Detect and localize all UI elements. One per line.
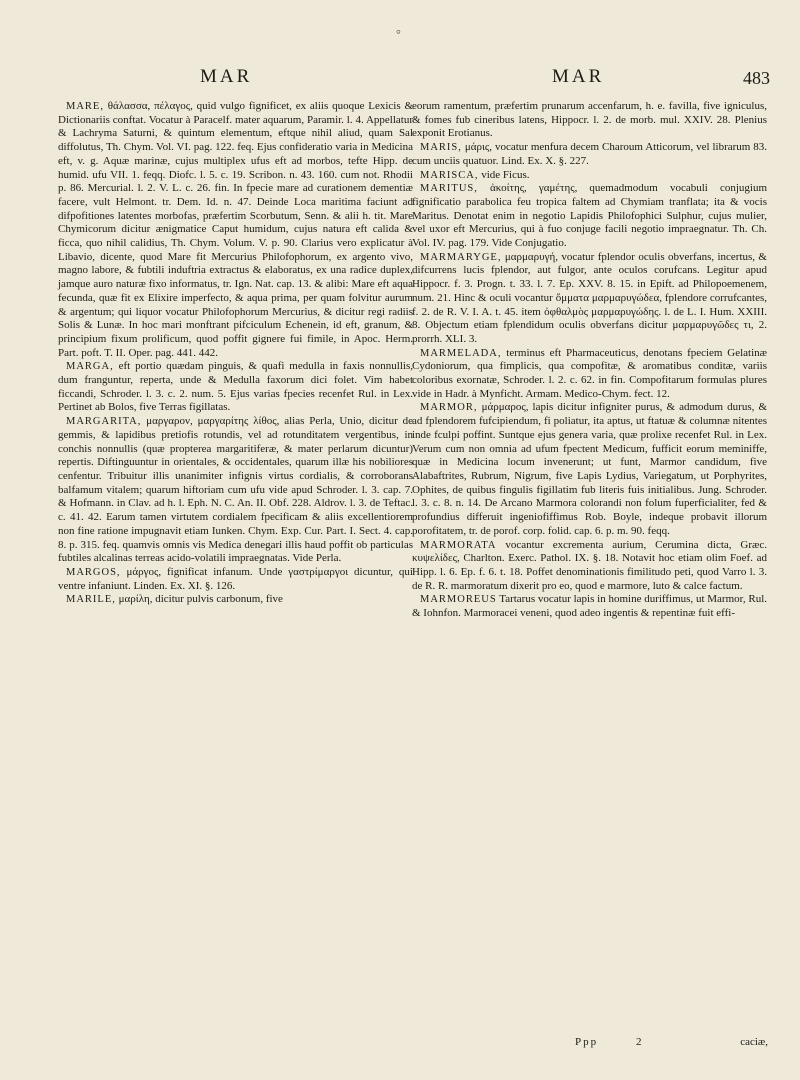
entry-text: μαργαρον, μαργαρίτης λίθος, alias Perla, Unio, dicitur de gemmis, & lapidibus pretiofis rotundis, vel ad rotunditatem vergentibus, in conchis nonnullis (quæ propterea margaritiferæ, & mater perlarum dicuntur) repertis. Diftinguuntur in orientales, & occidentales, quarum illæ his nobiliores cenfentur. Tribuitur illis unanimiter infignis virtus cordialis, & corroborans balfamum vitalem; quarum hiftoriam cum ufu vide apud Schroder. l. 3. cap. 7. & Hofmann. in Clav. ad h. l. Eph. N. C. An. II. Obf. 228. Aldrov. l. 3. de Teftac. c. 41. 42. Earum tamen virtutem cordialem fpecificam & aliis excellentiorem non fine ratione impugnavit etiam Iunken. Chym. Exp. Cur. Part. I. Sect. 4. cap. 8. p. 315. feq. quamvis omnis vis Medica denegari illis haud poffit ob particulas fubtiles alcalinas terreas acido-volatili impraegnatas. Vide Perla. — [58, 415, 413, 565]
entry-text: vocantur excrementa aurium, Cerumina dicta, Græc. κυψελίδες, Charlton. Exerc. Pathol. IX. §. 18. Notavit hoc etiam olim Foef. ad Hipp. l. 6. Ep. f. 6. t. 18. Poffet denominationis fimilitudo peti, quod Varro l. 3. de R. R. marmoratum dixerit pro eo, quod e marmore, luto & calce factum. — [412, 538, 767, 592]
page-number: 483 — [743, 68, 770, 88]
entry-text: μάρμαρος, lapis dicitur infigniter purus, & admodum durus, & ad fplendorem fufcipiendum, fi poliatur, ita aptus, ut ftatuæ & columnæ nitentes inde fculpi poffint. Suntque ejus genera varia, quæ prolixe recenfet Rul. in Lex. Verum cum non omnia ad ufum fpectent Medicum, fufficit eorum meminiffe, quæ in Medicina locum invenerunt; ut funt, Marmor candidum, five Alabaftrites, Rubrum, Nigrum, five Lapis Lydius, Variegatum, ut Porphyrites, Ophites, de quibus fingulis figillatim fub literis fuis initialibus. Jung. Schroder. l. 3. c. 8. n. 14. De Arcano Marmora colorandi non folum fuperficialiter, fed & profundius differuit ingeniofiffimus Rob. Boyle, indeque probavit illorum porofitatem, tr. de porof. corp. folid. cap. 6. p. m. 90. feqq. — [412, 401, 767, 537]
entry-text: μαρμαρυγή, vocatur fplendor oculis obverfans, incertus, & difcurrens lucis fplendor, aut fulgor, ante oculos corufcans. Legitur apud Hippocr. f. 3. Progn. t. 33. l. 7. Ep. XXV. 8. 15. in Epift. ad Philopoemenem, num. 21. Hinc & oculi vocantur ὄμματα μαρμαρυγώδεα, fplendore corrufcantes, f. 2. de R. V. I. A. t. 45. item ὀφθαλμὸς μαρμαρυγώδης. l. de L. I. Hum. XXIII. 8. Objectum etiam fplendidum oculis obverfans dicitur μαρμαρυγῶδες τι, 2. prorrh. XLI. 3. — [412, 250, 767, 345]
signature-number: 2 — [636, 1036, 642, 1048]
dictionary-entry — [412, 141, 767, 168]
entry-text: μάργος, fignificat infanum. Unde γαστρίμαργοι dicuntur, qui ventre infaniunt. Linden. Ex. XI. §. 126. — [58, 565, 413, 592]
running-head-right: MAR — [552, 66, 605, 87]
dictionary-entry — [58, 593, 413, 607]
entry-headword: MARGARITA, — [66, 416, 142, 428]
entry-headword: MARMOR, — [420, 402, 478, 414]
dictionary-entry — [412, 251, 767, 347]
dictionary-entry — [58, 566, 413, 593]
entry-headword: MARIS, — [420, 142, 462, 154]
dictionary-entry — [58, 100, 413, 360]
entry-text: vide Ficus. — [481, 168, 530, 181]
entry-text: Tartarus vocatur lapis in homine duriffimus, ut Marmor, Rul. & Iohnfon. Marmoracei veneni, quod adeo ingentis & repentinæ fuit effi- — [412, 593, 767, 620]
dictionary-entry — [412, 539, 767, 594]
entry-headword: MARISCA, — [420, 169, 479, 181]
entry-text: θάλασσα, πέλαγος, quid vulgo fignificet, ex aliis quoque Lexicis & Dictionariis conftat. Vocatur à Paracelf. mater aquarum, Paramir. l. 4. Appellatur & Lachryma Saturni, & quintum elementum, eftque nihil aliud, quam Sal diffolutus, Th. Chym. Vol. VI. pag. 122. feq. Ejus confideratio varia in Medicina eft, v. g. Aquæ marinæ, cujus multiplex ufus eft ad morbos, tefte Hipp. de humid. ufu VII. 1. feqq. Diofc. l. 5. c. 19. Scribon. n. 43. 160. cum not. Rhodii p. 86. Mercurial. l. 2. V. L. c. 26. fin. In fpecie mare ad curationem dementiæ facere, vult Helmont. tr. Dem. Id. n. 47. Deinde Loca maritima faciunt ad difpofitiones latentes morbofas, præfertim Scorbutum, Senn. & alii h. tit. Mare Chymicorum dicitur ænigmatice Caput humidum, cujus natura eft calida & ficca, quo nihil calidius, Th. Chym. Volum. V. p. 90. Clarius vero explicatur à Libavio, dicente, quod Mare fit Mercurius Philofophorum, ex argento vivo, magno labore, & fubtili induftria extractus & elaboratus, ex una radice duplex, jamque auro naturæ fixo informatus, tr. Ign. Nat. cap. 13. & alibi: Mare eft aqua fecunda, quæ fit ex Elixire imperfecto, & aqua prima, per quam folvitur aurum & argentum; qui liquor vocatur Philofophorum Mercurius, & dicitur regi radiis Solis & Lunæ. In hoc mari monftrant pifciculum Echenein, id eft, granum, & principium fixum prolificum, quod poffit gignere fui fimile, in Apoc. Herm. Part. poft. T. II. Oper. pag. 441. 442. — [58, 100, 413, 359]
entry-text: terminus eft Pharmaceuticus, denotans fpeciem Gelatinæ Cydoniorum, qua fimplicis, qua compofitæ, & aromatibus conditæ, variis coloribus exornatæ, Schroder. l. 2. c. 62. in fin. Compofitarum formulas plures vide in Hadr. à Mynficht. Armam. Medico-Chym. fect. 12. — [412, 346, 768, 400]
entry-text: μαρίλη, dicitur pulvis carbonum, five — [118, 593, 283, 606]
entry-text: eft portio quædam pinguis, & quafi medulla in faxis nonnullis, dum franguntur, reperta, unde & Medulla faxorum dici folet. Vim habet ficcandi, Schroder. l. 3. c. 2. num. 5. Ejus varias fpecies recenfet Rul. in Lex. Pertinet ab Bolos, five Terras figillatas. — [58, 360, 413, 414]
left-column — [58, 100, 413, 607]
running-head-left: MAR — [200, 66, 253, 87]
right-column — [412, 100, 767, 621]
entry-headword: MARMARYGE, — [420, 251, 502, 263]
entry-text: ἀκοίτης, γαμέτης, quemadmodum vocabuli conjugium fignificatio parabolica feu tropica faltem ad Chymiam tranflata; ita & vocis Maritus. Denotat enim in negotio Lapidis Philofophici Sulphur, cujus mulier, vel uxor eft Mercurius, qui à fuo conjuge facili negotio impraegnatur. Th. Ch. Vol. IV. pag. 179. Vide Conjugatio. — [412, 182, 767, 250]
dictionary-entry — [58, 360, 413, 415]
entry-headword: MARITUS, — [420, 183, 478, 195]
dictionary-entry — [412, 593, 767, 620]
entry-text: eorum ramentum, præfertim prunarum accenfarum, h. e. favilla, five igniculus, & fomes fub cineribus latens, Hippocr. l. 2. de morb. mul. XXIV. 28. Plenius exponit Erotianus. — [412, 100, 767, 140]
entry-headword: MARGA, — [66, 361, 114, 373]
entry-headword: MARMORATA — [420, 539, 497, 551]
entry-headword: MARMOREUS — [420, 594, 497, 606]
entry-headword: MARGOS, — [66, 566, 121, 578]
page-ornament: ° — [396, 27, 401, 41]
dictionary-entry — [412, 401, 767, 538]
dictionary-entry — [58, 415, 413, 566]
entry-headword: MARILE, — [66, 594, 116, 606]
dictionary-entry — [412, 169, 767, 183]
catchword: caciæ, — [740, 1036, 768, 1048]
dictionary-entry — [412, 100, 767, 141]
entry-headword: MARE, — [66, 101, 104, 112]
dictionary-entry — [412, 347, 767, 402]
entry-headword: MARMELADA, — [420, 347, 502, 359]
entry-text: μάρις, vocatur menfura decem Charoum Atticorum, vel librarum 83. cum unciis quatuor. Lind. Ex. X. §. 227. — [412, 141, 768, 167]
dictionary-entry — [412, 182, 767, 251]
signature-mark: Ppp — [575, 1036, 599, 1048]
